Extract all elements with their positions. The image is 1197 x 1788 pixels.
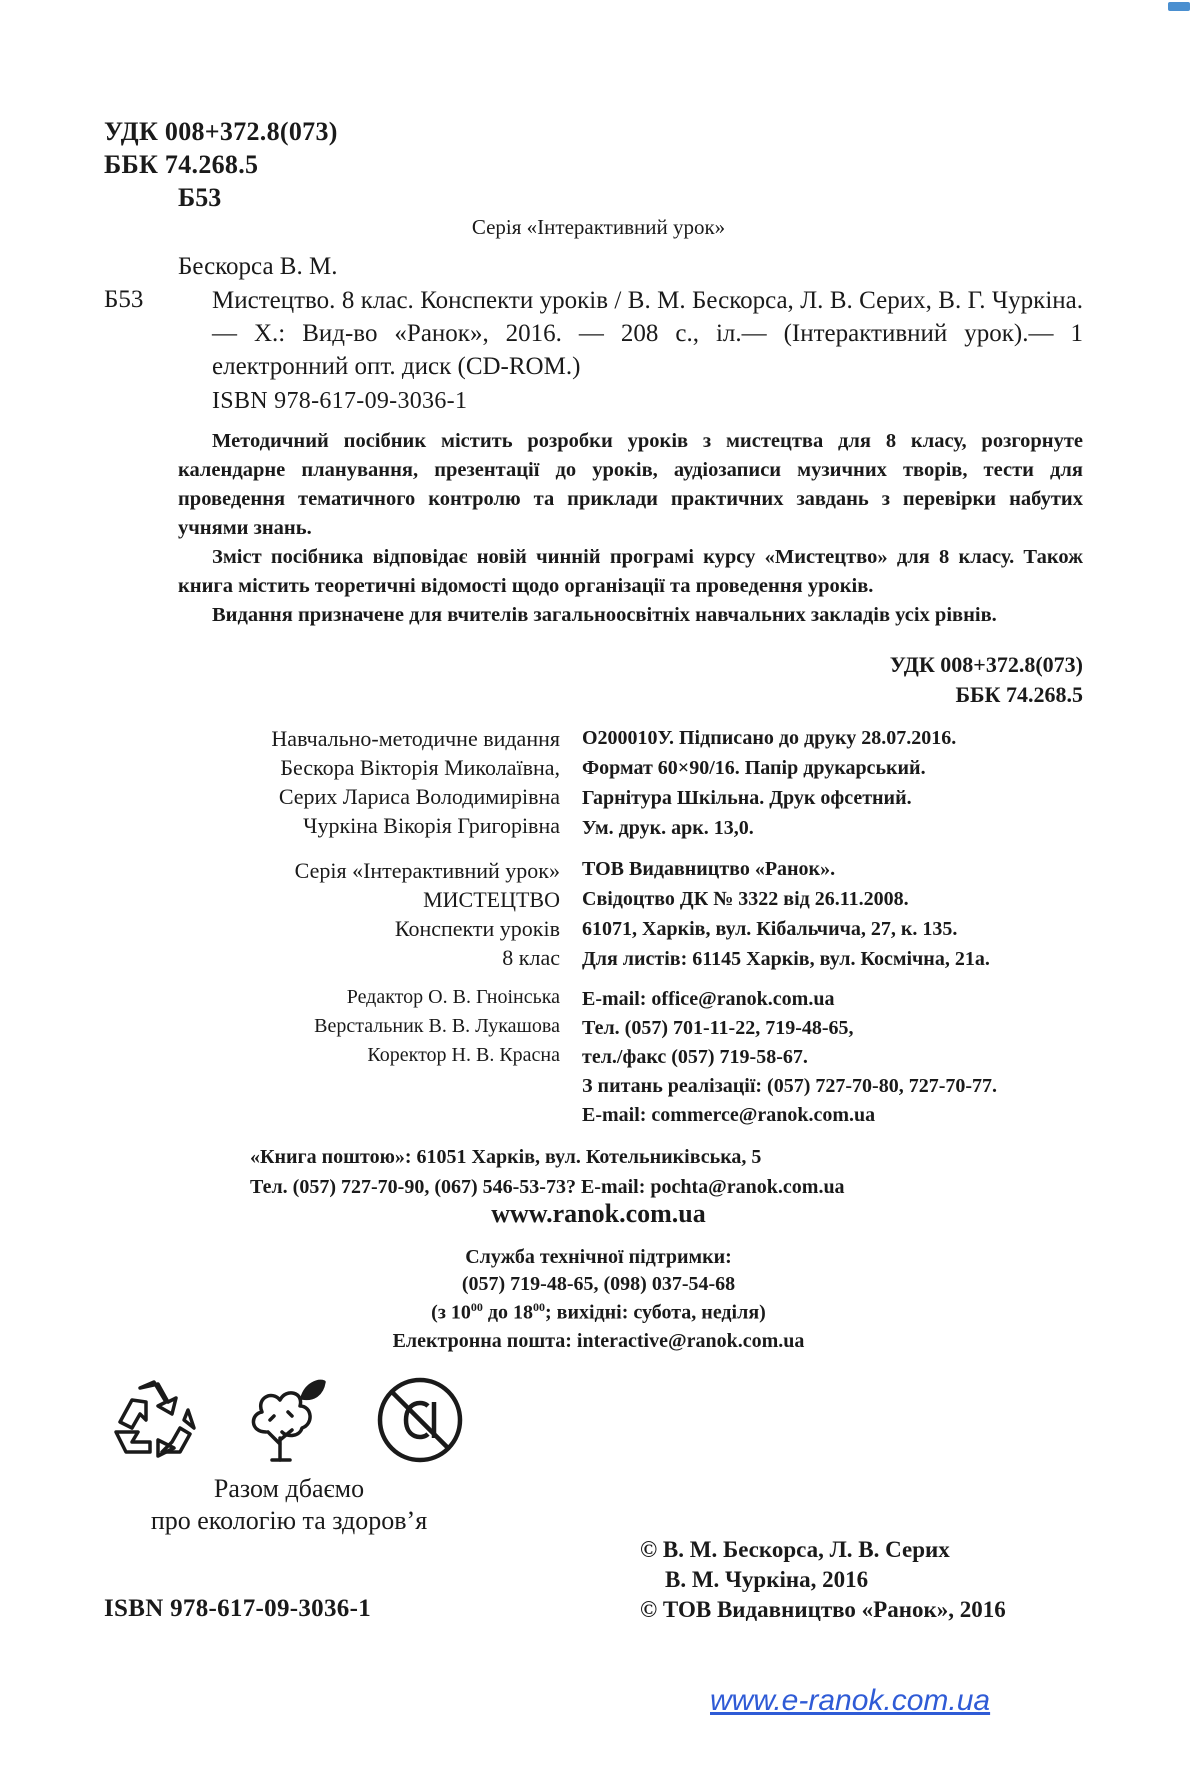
eco-slogan-line1: Разом дбаємо (213, 1474, 365, 1503)
support-email: Електронна пошта: interactive@ranok.com.ua (392, 1330, 805, 1352)
imprint-subtitle: Конспекти уроків (394, 916, 560, 941)
author-name: Бескора Вікторія Миколаївна, (280, 755, 560, 780)
layout-credit: Верстальник В. В. Лукашова (314, 1015, 560, 1037)
publisher-name: ТОВ Видавництво «Ранок». (582, 858, 836, 880)
recycle-icon (102, 1370, 202, 1470)
annotation-paragraph: Видання призначене для вчителів загальноосвітніх навчальних закладів усіх рівнів. (212, 604, 997, 626)
copyright-authors: © В. М. Бескорса, Л. В. Серих (640, 1537, 950, 1562)
cutter-code: Б53 (178, 183, 222, 212)
udk-code-right: УДК 008+372.8(073) (889, 652, 1083, 677)
publisher-certificate: Свідоцтво ДК № 3322 від 26.11.2008. (582, 888, 909, 910)
support-phones: (057) 719-48-65, (098) 037-54-68 (461, 1273, 736, 1295)
editor-credit: Редактор О. В. Гноінська (346, 986, 560, 1008)
imprint-title: МИСТЕЦТВО (423, 887, 560, 912)
bib-cutter: Б53 (104, 286, 144, 313)
support-heading: Служба технічної підтримки: (465, 1246, 732, 1268)
footer-website-link[interactable]: www.e-ranok.com.ua (710, 1684, 991, 1717)
sales-contacts: З питань реалізації: (057) 727-70-80, 727-70-77. (582, 1075, 998, 1097)
isbn-record: ISBN 978-617-09-3036-1 (212, 388, 468, 414)
corner-logo-fragment (1168, 0, 1192, 14)
bbk-code-right: ББК 74.268.5 (955, 682, 1083, 707)
author-heading: Бескорса В. М. (178, 253, 338, 280)
imprint-grade: 8 клас (502, 945, 560, 970)
publisher-email: E-mail: office@ranok.com.ua (582, 988, 835, 1010)
imprint-series: Серія «Інтерактивний урок» (294, 858, 560, 883)
support-hours: (з $10^{00}$ до $18^{00}$; вихідні: субота, неділя) (431, 1300, 766, 1324)
annotation (178, 427, 1083, 630)
isbn-bottom: ISBN 978-617-09-3036-1 (104, 1595, 372, 1622)
annotation-paragraph: Методичний посібник містить розробки уроків з мистецтва для 8 класу, розгорнуте календарне планування, презентації до уроків, аудіозаписи музичних творів, тести для проведення тематичного контролю та приклади практичних завдань з перевірки набутих учнями знань. (178, 430, 1083, 539)
author-name: Серих Лариса Володимирівна (278, 784, 560, 809)
author-name: Чуркіна Вікорія Григорівна (303, 813, 560, 838)
tree-icon (236, 1370, 336, 1470)
mail-order-contacts: Тел. (057) 727-70-90, (067) 546-53-73? E-mail: pochta@ranok.com.ua (250, 1176, 845, 1198)
bbk-code: ББК 74.268.5 (104, 150, 259, 179)
annotation-paragraph: Зміст посібника відповідає новій чинній програмі курсу «Мистецтво» для 8 класу. Також книга містить теоретичні відомості щодо організації та проведення уроків. (178, 546, 1083, 597)
publisher-website: www.ranok.com.ua (491, 1199, 706, 1228)
sales-email: E-mail: commerce@ranok.com.ua (582, 1104, 876, 1126)
udk-code: УДК 008+372.8(073) (104, 117, 338, 146)
eco-icons (100, 1370, 520, 1470)
series-title: Серія «Інтерактивний урок» (471, 215, 726, 239)
mail-order-address: «Книга поштою»: 61051 Харків, вул. Котельниківська, 5 (250, 1146, 762, 1168)
publisher-fax: тел./факс (057) 719-58-67. (582, 1046, 808, 1068)
edition-type: Навчально-методичне видання (271, 726, 560, 751)
print-code: О200010У. Підписано до друку 28.07.2016. (582, 727, 957, 749)
print-typeface: Гарнітура Шкільна. Друк офсетний. (582, 787, 912, 809)
copyright-publisher: © ТОВ Видавництво «Ранок», 2016 (640, 1597, 1006, 1622)
print-format: Формат 60×90/16. Папір друкарський. (582, 757, 926, 779)
proofreader-credit: Коректор Н. В. Красна (367, 1044, 560, 1066)
copyright-authors-cont: В. М. Чуркіна, 2016 (665, 1567, 869, 1592)
publisher-letters-address: Для листів: 61145 Харків, вул. Космічна, 21а. (582, 948, 990, 970)
no-chlorine-icon (370, 1370, 470, 1470)
eco-slogan-line2: про екологію та здоров’я (150, 1506, 428, 1535)
publisher-address: 61071, Харків, вул. Кібальчича, 27, к. 135. (582, 918, 958, 940)
bibliographic-description: Мистецтво. 8 клас. Конспекти уроків / В. М. Бескорса, Л. В. Серих, В. Г. Чуркіна.— Х.: Вид-во «Ранок», 2016. — 208 с., іл.— (Інтерактивний урок).— 1 електронний опт. диск (CD-ROM.) (212, 287, 1083, 380)
print-sheets: Ум. друк. арк. 13,0. (582, 817, 754, 839)
publisher-phone: Тел. (057) 701-11-22, 719-48-65, (582, 1017, 854, 1039)
